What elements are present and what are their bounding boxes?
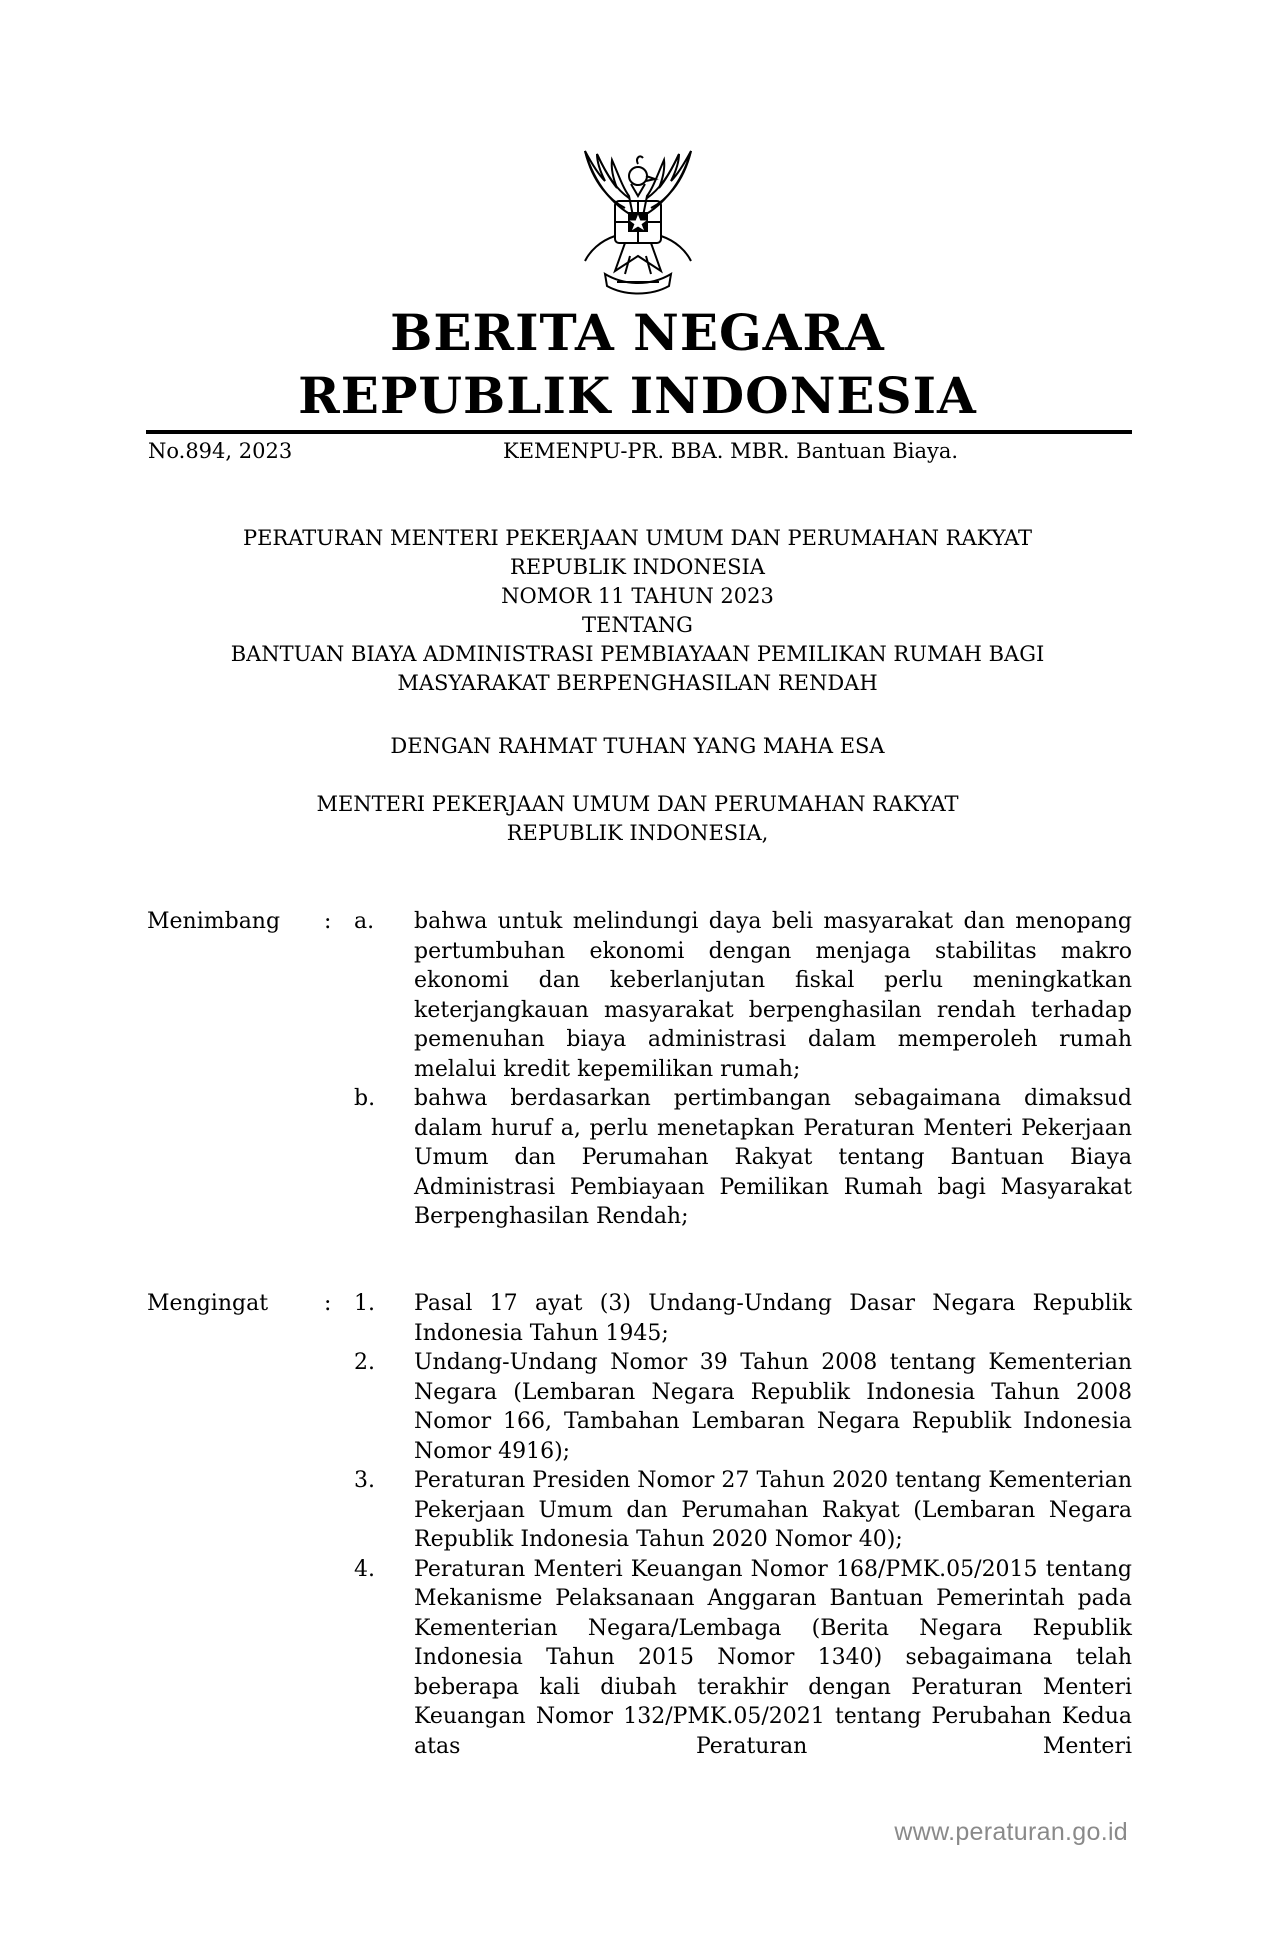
section-colon: : xyxy=(324,1291,332,1316)
authority-block xyxy=(0,790,1275,848)
item-marker: 4. xyxy=(354,1556,375,1582)
item-text: Undang-Undang Nomor 39 Tahun 2008 tentang Kementerian Negara (Lembaran Negara Republik Indonesia Tahun 2008 Nomor 166, Tambahan Lembaran Negara Republik Indonesia Nomor 4916); xyxy=(414,1350,1132,1464)
legal-basis-item xyxy=(147,1466,1132,1555)
item-text: Peraturan Presiden Nomor 27 Tahun 2020 tentang Kementerian Pekerjaan Umum dan Perumahan Rakyat (Lembaran Negara Republik Indonesia Tahun 2020 Nomor 40); xyxy=(414,1468,1132,1552)
garuda-emblem-icon xyxy=(545,146,731,306)
menimbang-label: Menimbang xyxy=(147,909,281,934)
authority-line: MENTERI PEKERJAAN UMUM DAN PERUMAHAN RAKYAT xyxy=(316,792,959,816)
mengingat-section xyxy=(147,1289,1132,1761)
masthead-rule xyxy=(146,430,1132,434)
item-text: bahwa untuk melindungi daya beli masyarakat dan menopang pertumbuhan ekonomi dengan menjaga stabilitas makro ekonomi dan keberlanjutan fiskal perlu meningkatkan keterjangkauan masyarakat berpenghasilan rendah terhadap pemenuhan biaya administrasi dalam memperoleh rumah melalui kredit kepemilikan rumah; xyxy=(414,909,1132,1082)
consideration-item xyxy=(147,907,1132,1084)
item-marker: 2. xyxy=(354,1350,375,1375)
legal-basis-item xyxy=(147,1348,1132,1466)
regulation-heading-line: BANTUAN BIAYA ADMINISTRASI PEMBIAYAAN PEMILIKAN RUMAH BAGI xyxy=(230,642,1045,666)
regulation-heading-line: PERATURAN MENTERI PEKERJAAN UMUM DAN PERUMAHAN RAKYAT xyxy=(242,526,1033,550)
source-website-link[interactable]: www.peraturan.go.id xyxy=(894,1818,1128,1846)
menimbang-section xyxy=(147,907,1132,1232)
masthead-subtitle: REPUBLIK INDONESIA xyxy=(298,366,977,425)
item-marker: b. xyxy=(354,1086,376,1111)
legal-basis-item xyxy=(147,1289,1132,1348)
item-text: bahwa berdasarkan pertimbangan sebagaimana dimaksud dalam huruf a, perlu menetapkan Peraturan Menteri Pekerjaan Umum dan Perumahan Rakyat tentang Bantuan Biaya Administrasi Pembiayaan Pemilikan Rumah bagi Masyarakat Berpenghasilan Rendah; xyxy=(414,1086,1132,1229)
regulation-heading-line: REPUBLIK INDONESIA xyxy=(510,555,765,579)
blessing-line: DENGAN RAHMAT TUHAN YANG MAHA ESA xyxy=(390,734,885,758)
item-marker: a. xyxy=(354,909,375,934)
gazette-subject: KEMENPU-PR. BBA. MBR. Bantuan Biaya. xyxy=(503,439,959,463)
section-colon: : xyxy=(324,909,332,934)
authority-line: REPUBLIK INDONESIA, xyxy=(506,821,769,845)
legal-basis-item xyxy=(147,1555,1132,1762)
masthead-title: BERITA NEGARA xyxy=(390,303,885,362)
item-marker: 3. xyxy=(354,1468,375,1493)
regulation-heading-line: MASYARAKAT BERPENGHASILAN RENDAH xyxy=(397,671,878,695)
regulation-heading-line: NOMOR 11 TAHUN 2023 xyxy=(501,584,774,608)
mengingat-label: Mengingat xyxy=(147,1291,269,1316)
item-text: Peraturan Menteri Keuangan Nomor 168/PMK.05/2015 tentang Mekanisme Pelaksanaan Anggaran Bantuan Pemerintah pada Kementerian Negara/Lembaga (Berita Negara Republik Indonesia Tahun 2015 Nomor 1340) sebagaimana telah beberapa kali diubah terakhir dengan Peraturan Menteri Keuangan Nomor 132/PMK.05/2021 tentang Perubahan Kedua atas Peraturan Menteri xyxy=(414,1556,1132,1759)
regulation-heading-line: TENTANG xyxy=(582,613,693,637)
consideration-item xyxy=(147,1084,1132,1232)
regulation-heading xyxy=(0,524,1275,698)
item-text: Pasal 17 ayat (3) Undang-Undang Dasar Negara Republik Indonesia Tahun 1945; xyxy=(414,1291,1132,1346)
item-marker: 1. xyxy=(354,1291,375,1316)
gazette-number: No.894, 2023 xyxy=(148,439,293,463)
